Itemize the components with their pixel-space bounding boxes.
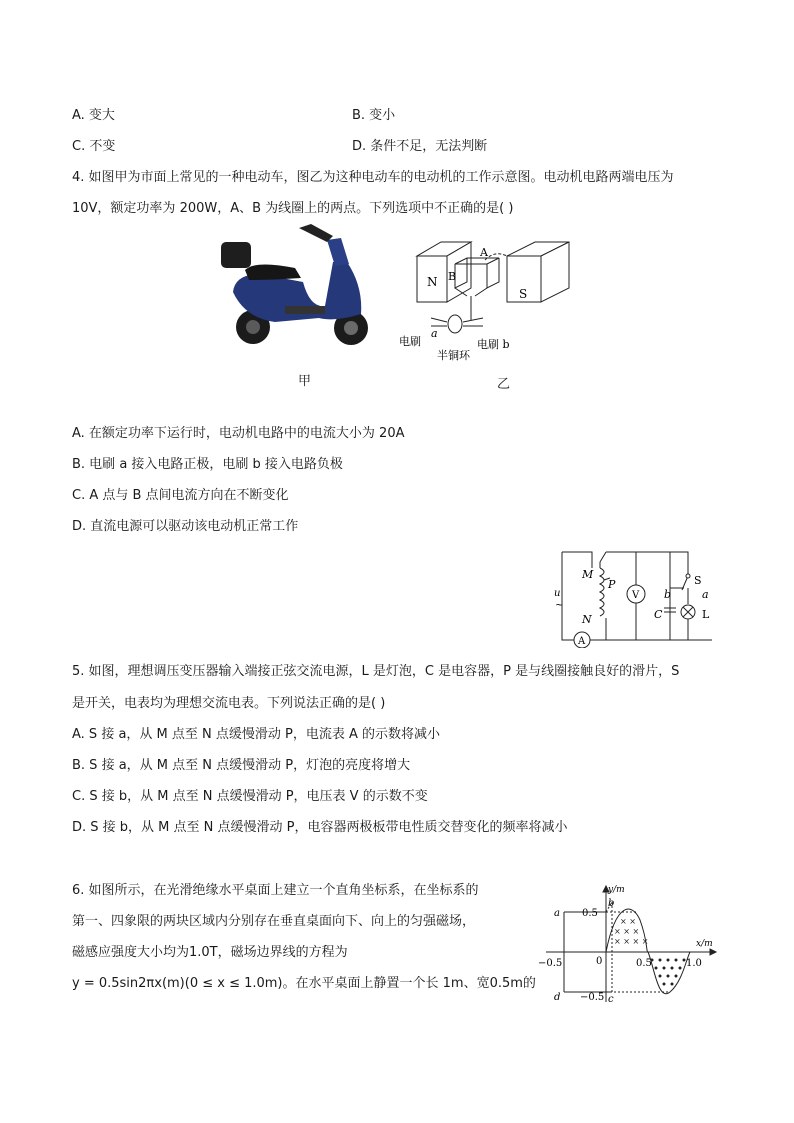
q6-stem-line3: 磁感应强度大小均为1.0T，磁场边界线的方程为 <box>72 945 348 960</box>
scooter-topbox <box>221 242 251 268</box>
label-brush-a: 电刷 <box>399 335 421 348</box>
q5-option-a: A. S 接 a，从 M 点至 N 点缓慢滑动 P，电流表 A 的示数将减小 <box>72 727 441 742</box>
label-C: C <box>654 608 663 621</box>
label-ring: 半铜环 <box>437 349 470 362</box>
tick-y-bottom: −0.5 <box>580 992 605 1003</box>
corner-b: b <box>608 898 615 909</box>
q6-stem-line4: y = 0.5sin2πx(m)(0 ≤ x ≤ 1.0m)。在水平桌面上静置一个长 1m、宽0.5m的 <box>72 976 536 991</box>
tick-x-left: −0.5 <box>538 958 563 969</box>
corner-c: c <box>608 994 614 1005</box>
tick-x-mid: 0.5 <box>636 958 652 969</box>
graph-ylabel: y/m <box>608 885 625 895</box>
tick-y-top: 0.5 <box>582 908 598 919</box>
motor-diagram <box>395 236 580 366</box>
field-cross-icon: × × × × <box>614 937 649 946</box>
ac-symbol-icon: ~ <box>555 600 564 611</box>
q4-option-c: C. A 点与 B 点间电流方向在不断变化 <box>72 488 289 503</box>
label-a: a <box>431 327 438 340</box>
origin-label: 0 <box>596 956 603 967</box>
option-a: A. 变大 <box>72 108 115 123</box>
label-u: u <box>554 588 561 599</box>
q5-stem-line2: 是开关，电表均为理想交流电表。下列说法正确的是( ) <box>72 696 386 711</box>
label-L: L <box>702 608 710 621</box>
label-brush-b: 电刷 b <box>477 338 510 351</box>
label-M: M <box>582 568 594 581</box>
q4-option-a: A. 在额定功率下运行时，电动机电路中的电流大小为 20A <box>72 426 405 441</box>
label-b: b <box>664 588 672 601</box>
option-c: C. 不变 <box>72 139 116 154</box>
q4-stem-line2: 10V，额定功率为 200W，A、B 为线圈上的两点。下列选项中不正确的是( ) <box>72 201 514 216</box>
q5-option-d: D. S 接 b，从 M 点至 N 点缓慢滑动 P，电容器两极板带电性质交替变化的频率将减小 <box>72 820 568 835</box>
label-S: S <box>694 574 702 587</box>
field-cross-icon: × × × <box>614 927 640 936</box>
q5-option-b: B. S 接 a，从 M 点至 N 点缓慢滑动 P，灯泡的亮度将增大 <box>72 758 411 773</box>
label-A: A <box>480 246 488 259</box>
label-B: B <box>448 270 457 283</box>
option-d: D. 条件不足，无法判断 <box>352 139 488 154</box>
transformer-circuit <box>552 548 724 648</box>
label-P: P <box>608 578 616 591</box>
scooter-figure <box>215 222 375 352</box>
corner-a: a <box>554 908 560 919</box>
magnetic-field-graph <box>536 880 726 1010</box>
q5-stem-line1: 5. 如图，理想调压变压器输入端接正弦交流电源，L 是灯泡，C 是电容器，P 是与线圈接触良好的滑片，S <box>72 664 680 679</box>
option-b: B. 变小 <box>352 108 396 123</box>
label-ammeter: A <box>578 636 586 647</box>
label-N: N <box>427 275 438 289</box>
caption-yi: 乙 <box>497 377 511 392</box>
label-a: a <box>702 588 709 601</box>
q5-option-c: C. S 接 b，从 M 点至 N 点缓慢滑动 P，电压表 V 的示数不变 <box>72 789 428 804</box>
q6-stem-line1: 6. 如图所示，在光滑绝缘水平桌面上建立一个直角坐标系，在坐标系的 <box>72 883 479 898</box>
q6-stem-line2: 第一、四象限的两块区域内分别存在垂直桌面向下、向上的匀强磁场， <box>72 914 476 929</box>
label-N: N <box>582 613 592 626</box>
q4-stem-line1: 4. 如图甲为市面上常见的一种电动车，图乙为这种电动车的电动机的工作示意图。电动机电路两端电压为 <box>72 170 674 185</box>
graph-xlabel: x/m <box>696 939 713 949</box>
scooter-seat <box>245 264 301 280</box>
corner-d: d <box>554 992 561 1003</box>
label-V: V <box>632 590 640 601</box>
tick-x-right: 1.0 <box>686 958 702 969</box>
label-S: S <box>519 287 528 301</box>
caption-jia: 甲 <box>298 374 312 389</box>
q4-option-b: B. 电刷 a 接入电路正极，电刷 b 接入电路负极 <box>72 457 343 472</box>
field-cross-icon: × × <box>620 917 636 926</box>
q4-option-d: D. 直流电源可以驱动该电动机正常工作 <box>72 519 299 534</box>
